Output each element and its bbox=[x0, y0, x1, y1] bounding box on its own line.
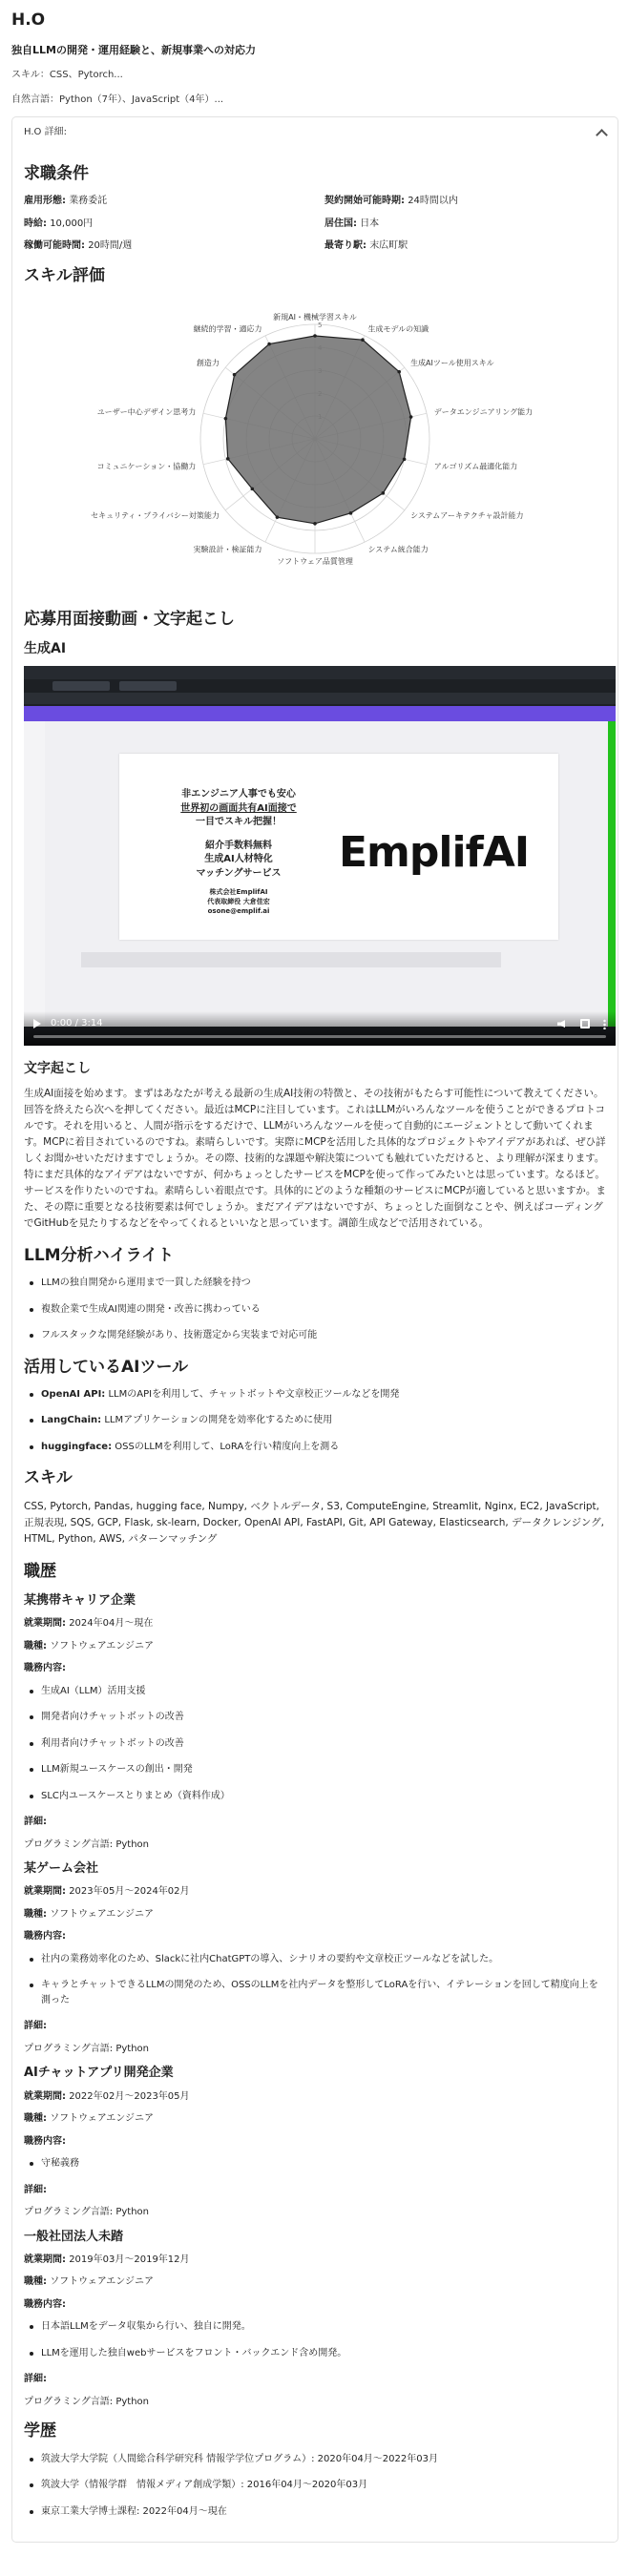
condition-residence: 居住国: 日本 bbox=[324, 218, 380, 229]
list-item: LangChain: LLMアプリケーションの開発を効率化するために使用 bbox=[24, 1413, 606, 1428]
radar-data-point bbox=[276, 515, 280, 519]
skill-eval-heading: スキル評価 bbox=[24, 265, 105, 285]
list-item: 生成AI（LLM）活用支援 bbox=[24, 1684, 606, 1699]
video-title: 生成AI bbox=[24, 641, 67, 657]
radar-data-point bbox=[409, 415, 413, 419]
radar-data-point bbox=[251, 488, 255, 491]
list-item: 筑波大学（情報学群 情報メディア創成学類）: 2016年04月〜2020年03月 bbox=[24, 2478, 606, 2493]
list-item: 開発者向けチャットボットの改善 bbox=[24, 1710, 606, 1725]
job-content-label: 職務内容: bbox=[24, 1931, 66, 1942]
video-screen-app-toolbar bbox=[24, 706, 616, 721]
skills-summary: スキル：CSS、Pytorch... bbox=[11, 70, 123, 81]
job-period: 就業期間: 2023年05月〜2024年02月 bbox=[24, 1886, 190, 1898]
video-slide bbox=[119, 754, 558, 940]
job-period: 就業期間: 2022年02月〜2023年05月 bbox=[24, 2090, 190, 2102]
job-duties bbox=[24, 2156, 606, 2171]
condition-start: 契約開始可能時期: 24時間以内 bbox=[324, 196, 458, 207]
job-content-label: 職務内容: bbox=[24, 2135, 66, 2147]
more-options-icon[interactable] bbox=[603, 1019, 606, 1029]
radar-axis-label: 継続的学習・適応力 bbox=[193, 324, 262, 334]
radar-axis-label: システム統合能力 bbox=[367, 545, 429, 554]
radar-axis-label: アルゴリズム最適化能力 bbox=[433, 462, 518, 471]
job-detail: プログラミング言語: Python bbox=[24, 2396, 150, 2407]
video-screen-share-bar bbox=[608, 721, 616, 1027]
job-duties bbox=[24, 2319, 606, 2360]
job-period: 就業期間: 2024年04月〜現在 bbox=[24, 1618, 154, 1630]
job-company: AIチャットアプリ開発企業 bbox=[24, 2066, 174, 2081]
skills-list: CSS, Pytorch, Pandas, hugging face, Numpy, ベクトルデータ, S3, ComputeEngine, Streamlit, Nginx, EC2, JavaScript, 正規表現, SQS, GCP, Flask, sk-learn, Docker, OpenAI API, FastAPI, Git, API Gateway, Elasticsearch, データクレンジング, HTML, Python, AWS, パターンマッチング bbox=[24, 1500, 604, 1545]
condition-station: 最寄り駅: 末広町駅 bbox=[324, 240, 408, 252]
radar-data-point bbox=[349, 511, 353, 515]
details-panel bbox=[11, 116, 618, 2543]
list-item: OpenAI API: LLMのAPIを利用して、チャットボットや文章校正ツールなどを開発 bbox=[24, 1387, 606, 1402]
details-body bbox=[12, 148, 618, 2542]
analysis-heading: LLM分析ハイライト bbox=[24, 1245, 175, 1265]
condition-employment: 雇用形態: 業務委託 bbox=[24, 196, 108, 207]
radar-axis-label: ユーザー中心デザイン思考力 bbox=[96, 407, 197, 417]
video-progress-bar[interactable] bbox=[33, 1035, 606, 1038]
radar-tick-label: 2 bbox=[318, 390, 323, 399]
radar-chart-container bbox=[24, 296, 606, 592]
radar-data-point bbox=[226, 457, 230, 461]
video-time: 0:00 / 3:14 bbox=[51, 1018, 103, 1029]
video-screen-thumbnail-strip bbox=[81, 952, 501, 967]
condition-rate: 時給: 10,000円 bbox=[24, 218, 94, 229]
radar-axis-label: コミュニケーション・協働力 bbox=[96, 462, 197, 471]
radar-axis-label: ソフトウェア品質管理 bbox=[277, 557, 353, 567]
interview-heading: 応募用面接動画・文字起こし bbox=[24, 610, 235, 630]
job-company: 某ゲーム会社 bbox=[24, 1861, 99, 1877]
emplifai-logo: EmplifAI bbox=[339, 828, 530, 878]
education-list bbox=[24, 2452, 606, 2520]
video-screen-sidebar bbox=[24, 721, 45, 1027]
radar-tick-label: 3 bbox=[318, 367, 323, 376]
radar-data-point bbox=[233, 373, 237, 377]
job-role: 職種: ソフトウェアエンジニア bbox=[24, 2276, 155, 2288]
list-item: キャラとチャットできるLLMの開発のため、OSSのLLMを社内データを整形してLoRAを行い、イテレーションを回して精度向上を測った bbox=[24, 1978, 606, 2007]
video-screen-tabbar bbox=[24, 679, 616, 693]
radar-axis-label: データエンジニアリング能力 bbox=[433, 407, 534, 417]
job-role: 職種: ソフトウェアエンジニア bbox=[24, 2113, 155, 2125]
radar-data-point bbox=[313, 334, 317, 338]
details-summary-label: H.O 詳細: bbox=[24, 127, 67, 138]
job-content-label: 職務内容: bbox=[24, 1663, 66, 1674]
video-screen-urlbar bbox=[24, 693, 616, 704]
list-item: 利用者向けチャットボットの改善 bbox=[24, 1736, 606, 1752]
job-detail: プログラミング言語: Python bbox=[24, 1839, 150, 1850]
radar-data-point bbox=[267, 343, 271, 346]
interview-video-player[interactable] bbox=[24, 666, 616, 1046]
volume-icon[interactable] bbox=[557, 1020, 567, 1028]
video-screen-tab bbox=[119, 681, 177, 691]
radar-axis-label: 生成AIツール使用スキル bbox=[410, 359, 494, 368]
transcript-text: 生成AI面接を始めます。まずはあなたが考える最新の生成AI技術の特徴と、その技術がもたらす可能性について教えてください。回答を終えたら次へを押してください。最近はMCPに注目しています。これはLLMがいろんなツールを使うことができるプロトコルです。それを用いると、人間が指示をするだけで、LLMがいろんなツールを使って自動的にエージェントとして動いてくれます。MCPに着目されているのですね。素晴らしいです。実際にMCPを活用した具体的なプロジェクトやアイデアがあれば、ぜひ詳しくお聞かせいただけますでしょうか。その際、技術的な課題や解決策についても触れていただけると、より理解が深まります。特にまだ具体的なアイデアはないですが、何かちょっとしたサービスをMCPを使って作ってみたいとは思っています。なるほど。サービスを作りたいのですね。素晴らしい着眼点です。具体的にどのような種類のサービスにMCPが適していると思いますか。また、その際に重要となる技術要素は何でしょうか。まだアイデアはないですが、ちょっとした面倒なことや、例えばコーディングでGitHubを見たりするなどをやってくれるといいなと思っています。調節生成などで活用されている。 bbox=[24, 1087, 606, 1229]
transcript-heading: 文字起こし bbox=[24, 1061, 91, 1077]
job-detail: プログラミング言語: Python bbox=[24, 2207, 150, 2218]
job-detail-label: 詳細: bbox=[24, 1817, 47, 1828]
radar-data-point bbox=[382, 491, 386, 495]
video-screen-menubar bbox=[24, 666, 616, 679]
list-item: 筑波大学大学院（人間総合科学研究科 情報学学位プログラム）: 2020年04月〜2022年03月 bbox=[24, 2452, 606, 2467]
radar-data-point bbox=[224, 417, 228, 421]
career-heading: 職歴 bbox=[24, 1561, 56, 1581]
condition-hours: 稼働可能時間: 20時間/週 bbox=[24, 240, 133, 252]
list-item: 東京工業大学博士課程: 2022年04月〜現在 bbox=[24, 2504, 606, 2520]
conditions-heading: 求職条件 bbox=[24, 163, 89, 183]
job-content-label: 職務内容: bbox=[24, 2298, 66, 2310]
slide-text: 非エンジニア人事でも安心 世界初の画面共有AI面接で 一目でスキル把握！ 紹介手数料無料 生成AI人材特化 マッチングサービス 株式会社EmplifAI 代表取締役 大倉佳宏 osone@emplif.ai bbox=[180, 789, 297, 915]
radar-tick-label: 5 bbox=[318, 322, 323, 330]
job-detail-label: 詳細: bbox=[24, 2374, 47, 2385]
radar-axis-label: 生成モデルの知識 bbox=[367, 324, 429, 334]
job-detail-label: 詳細: bbox=[24, 2021, 47, 2032]
job-company: 一般社団法人未踏 bbox=[24, 2229, 124, 2244]
radar-data-point bbox=[403, 458, 407, 462]
radar-tick-label: 1 bbox=[318, 413, 323, 422]
radar-axis-label: 創造力 bbox=[196, 359, 220, 368]
radar-data-point bbox=[313, 522, 317, 526]
job-role: 職種: ソフトウェアエンジニア bbox=[24, 1640, 155, 1652]
details-toggle[interactable] bbox=[12, 117, 618, 148]
list-item: SLC内ユースケースとりまとめ（資料作成） bbox=[24, 1789, 606, 1804]
list-item: huggingface: OSSのLLMを利用して、LoRAを行い精度向上を測る bbox=[24, 1440, 606, 1455]
conditions-grid bbox=[24, 194, 606, 254]
radar-axis-label: 新規AI・機械学習スキル bbox=[273, 313, 357, 322]
ai-tools-heading: 活用しているAIツール bbox=[24, 1357, 189, 1377]
education-heading: 学歴 bbox=[24, 2421, 56, 2441]
candidate-tagline: 独自LLMの開発・運用経験と、新規事業への対応力 bbox=[11, 44, 256, 57]
list-item: LLM新規ユースケースの創出・開発 bbox=[24, 1762, 606, 1777]
fullscreen-icon[interactable] bbox=[580, 1019, 590, 1028]
radar-data-point bbox=[397, 370, 401, 374]
radar-chart bbox=[48, 296, 582, 592]
list-item: 複数企業で生成AI関連の開発・改善に携わっている bbox=[24, 1302, 606, 1318]
radar-series-area bbox=[225, 336, 410, 524]
job-role: 職種: ソフトウェアエンジニア bbox=[24, 1908, 155, 1920]
chevron-up-icon[interactable] bbox=[596, 129, 608, 141]
job-duties bbox=[24, 1952, 606, 2008]
radar-data-point bbox=[361, 338, 365, 342]
list-item: フルスタックな開発経験があり、技術選定から実装まで対応可能 bbox=[24, 1328, 606, 1343]
language-summary: 自然言語：Python（7年）、JavaScript（4年）... bbox=[11, 93, 224, 105]
radar-tick-label: 4 bbox=[318, 344, 323, 353]
job-duties bbox=[24, 1684, 606, 1804]
ai-tools-list bbox=[24, 1387, 606, 1455]
job-company: 某携帯キャリア企業 bbox=[24, 1593, 136, 1609]
job-period: 就業期間: 2019年03月〜2019年12月 bbox=[24, 2254, 190, 2265]
video-controls bbox=[24, 1011, 616, 1046]
radar-axis-label: 実験設計・検証能力 bbox=[193, 545, 262, 554]
list-item: 日本語LLMをデータ収集から行い、独自に開発。 bbox=[24, 2319, 606, 2335]
list-item: 守秘義務 bbox=[24, 2156, 606, 2171]
job-detail-label: 詳細: bbox=[24, 2184, 47, 2195]
candidate-name: H.O bbox=[11, 10, 46, 30]
play-icon[interactable] bbox=[33, 1019, 41, 1028]
video-screen-tab bbox=[52, 681, 110, 691]
radar-axis-label: セキュリティ・プライバシー対策能力 bbox=[91, 510, 220, 520]
list-item: 社内の業務効率化のため、Slackに社内ChatGPTの導入、シナリオの要約や文章校正ツールなどを試した。 bbox=[24, 1952, 606, 1967]
list-item: LLMを運用した独自webサービスをフロント・バックエンド含め開発。 bbox=[24, 2346, 606, 2361]
list-item: LLMの独自開発から運用まで一貫した経験を持つ bbox=[24, 1276, 606, 1291]
job-detail: プログラミング言語: Python bbox=[24, 2043, 150, 2054]
skills-heading: スキル bbox=[24, 1468, 73, 1488]
analysis-list bbox=[24, 1276, 606, 1343]
radar-axis-label: システムアーキテクチャ設計能力 bbox=[410, 510, 524, 520]
